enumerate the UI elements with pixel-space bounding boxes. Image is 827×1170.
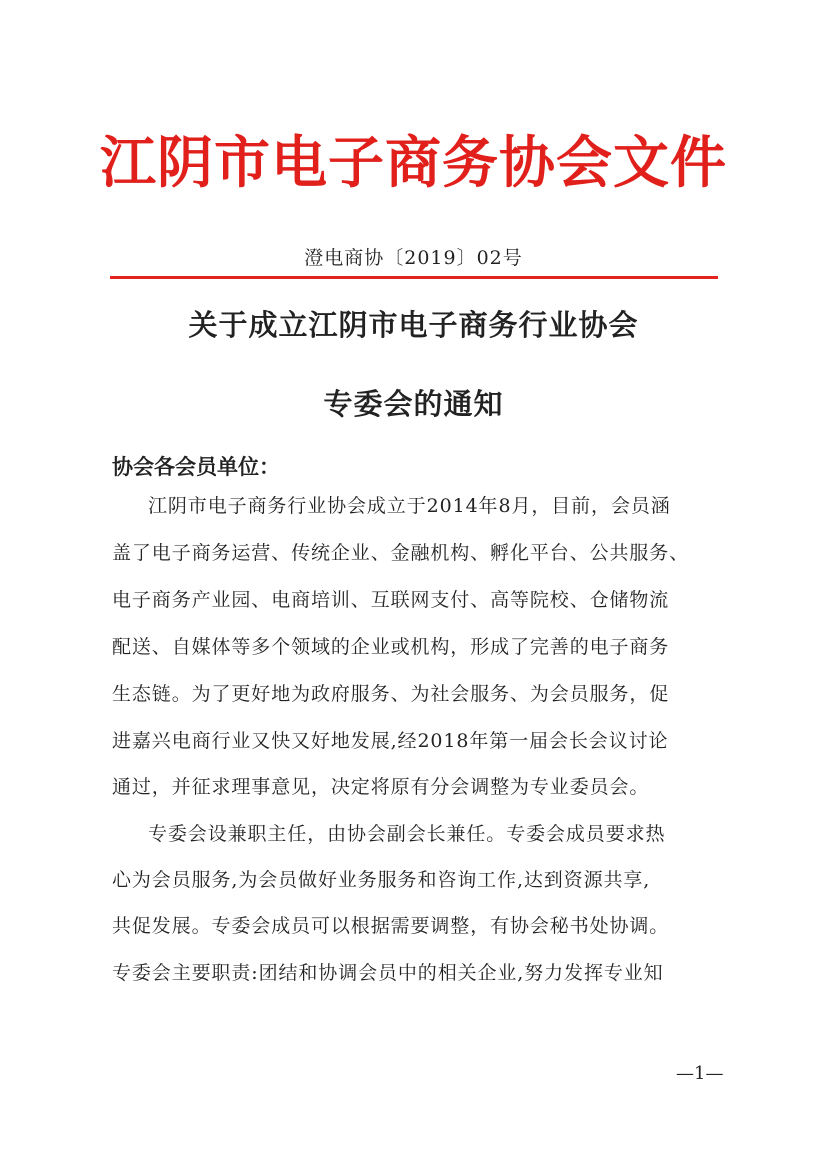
document-header-title: 江阴市电子商务协会文件 xyxy=(100,130,727,196)
body-paragraph-2-line: 心为会员服务,为会员做好业务服务和咨询工作,达到资源共享, xyxy=(112,869,651,891)
body-paragraph-2-line: 专委会主要职责:团结和协调会员中的相关企业,努力发挥专业知 xyxy=(112,962,664,984)
document-number: 澄电商协〔2019〕02号 xyxy=(304,247,523,269)
header-red-rule xyxy=(110,276,718,279)
body-paragraph-1-line: 生态链。为了更好地为政府服务、为社会服务、为会员服务，促 xyxy=(112,683,670,705)
page-number: —1— xyxy=(676,1063,724,1084)
body-paragraph-1-line: 进嘉兴电商行业又快又好地发展,经2018年第一届会长会议讨论 xyxy=(112,730,669,752)
body-paragraph-2-line: 共促发展。专委会成员可以根据需要调整，有协会秘书处协调。 xyxy=(112,915,670,937)
body-paragraph-1-line: 盖了电子商务运营、传统企业、金融机构、孵化平台、公共服务、 xyxy=(112,542,690,564)
body-paragraph-1-line: 电子商务产业园、电商培训、互联网支付、高等院校、仓储物流 xyxy=(112,589,670,611)
body-paragraph-2-line: 专委会设兼职主任，由协会副会长兼任。专委会成员要求热 xyxy=(148,823,666,845)
notice-title-line-1: 关于成立江阴市电子商务行业协会 xyxy=(188,308,639,342)
body-paragraph-1-line: 配送、自媒体等多个领域的企业或机构，形成了完善的电子商务 xyxy=(112,636,670,658)
salutation: 协会各会员单位： xyxy=(112,455,280,479)
body-paragraph-1-line: 通过，并征求理事意见，决定将原有分会调整为专业委员会。 xyxy=(112,776,650,798)
notice-title-line-2: 专委会的通知 xyxy=(323,387,504,421)
body-paragraph-1-line: 江阴市电子商务行业协会成立于2014年8月，目前，会员涵 xyxy=(148,495,671,517)
